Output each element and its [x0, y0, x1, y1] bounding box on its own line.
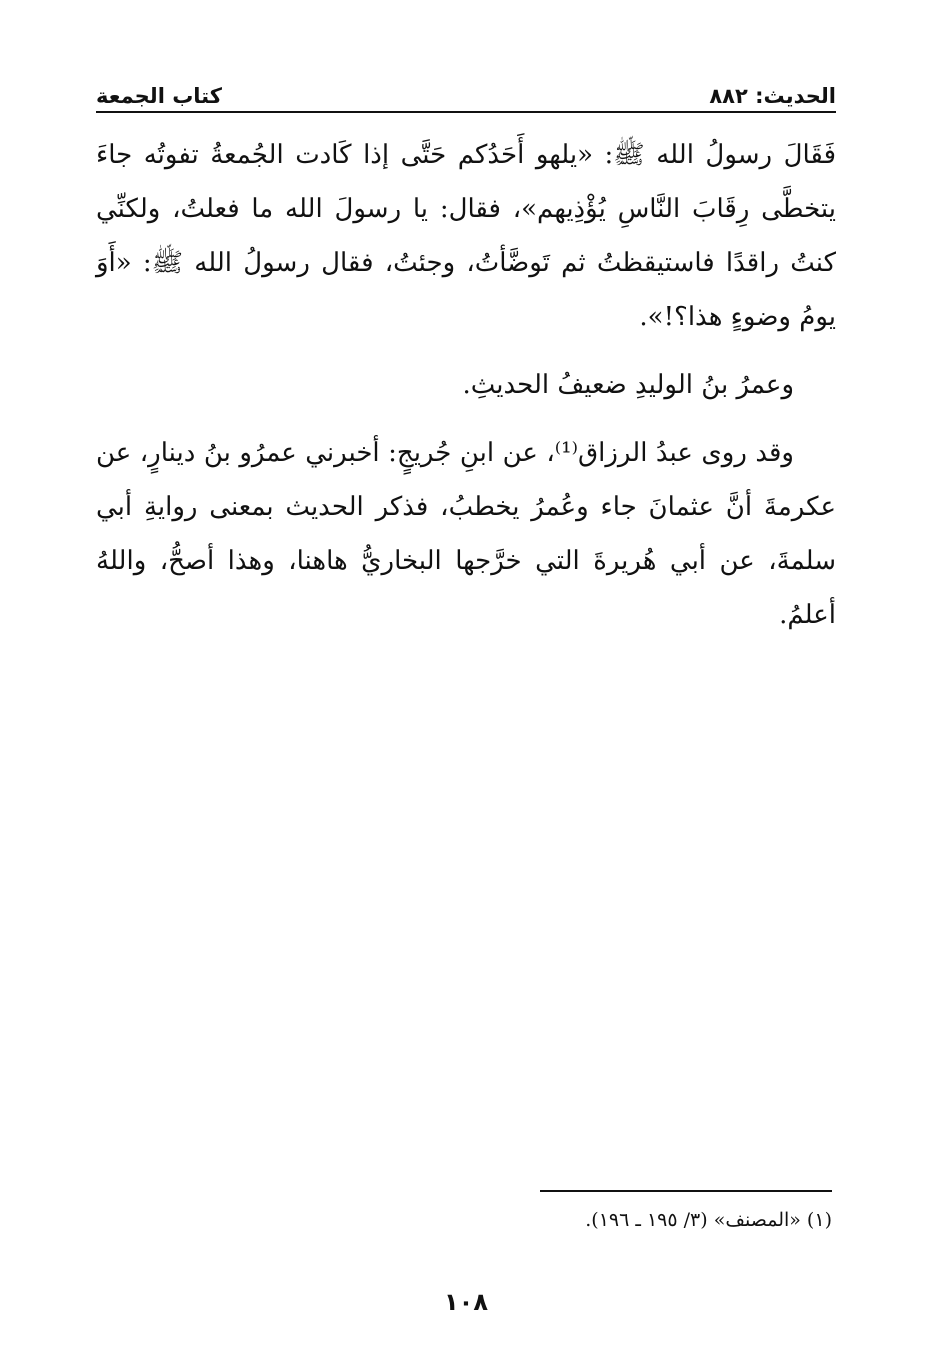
paragraph-narrator-note: وعمرُ بنُ الوليدِ ضعيفُ الحديثِ.: [462, 370, 794, 400]
main-text: [96, 128, 836, 656]
header-divider: [96, 111, 836, 113]
paragraph-alternate-narration: وقد روى عبدُ الرزاق⁽¹⁾، عن ابنِ جُريجٍ: أخبرني عمرُو بنُ دينارٍ، عن عكرمةَ أنَّ عثمانَ جاء وعُمرُ يخطبُ، فذكر الحديث بمعنى روايةِ أبي سلمةَ، عن أبي هُريرةَ التي خرَّجها البخاريُّ هاهنا، وهذا أصحُّ، واللهُ أعلمُ.: [96, 438, 836, 630]
book-title: كتاب الجمعة: [96, 84, 222, 108]
footnote-divider: [540, 1190, 832, 1192]
hadith-number: الحديث: ٨٨٢: [709, 84, 836, 108]
page-number: ١٠٨: [444, 1288, 488, 1316]
paragraph-hadith-text: فَقَالَ رسولُ الله ﷺ: «يلهو أَحَدُكم حَتَّى إذا كَادت الجُمعةُ تفوتُه جاءَ يتخطَّى رِقَابَ النَّاسِ يُؤْذِيهم»، فقال: يا رسولَ الله ما فعلتُ، ولكنِّي كنتُ راقدًا فاستيقظتُ ثم تَوضَّأتُ، وجئتُ، فقال رسولُ الله ﷺ: «أَوَ يومُ وضوءٍ هذا؟!».: [96, 140, 836, 332]
running-header: [96, 80, 836, 112]
footnote-1: (١) «المصنف» (٣/ ١٩٥ ـ ١٩٦).: [585, 1209, 832, 1231]
